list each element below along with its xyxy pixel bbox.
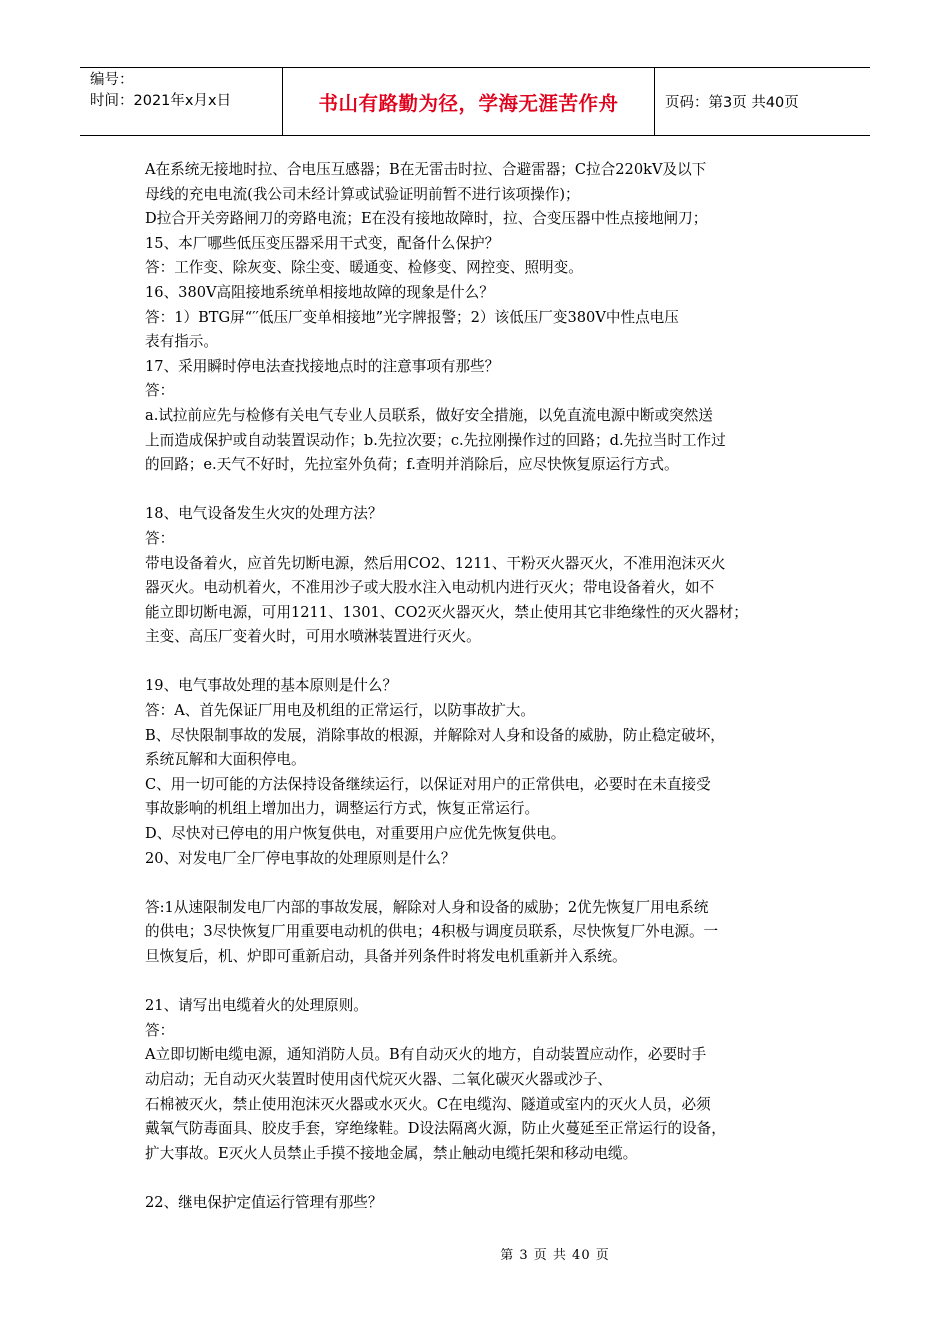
text-line: 表有指示。	[145, 333, 218, 351]
text-line: B、尽快限制事故的发展，消除事故的根源，并解除对人身和设备的威胁，防止稳定破坏，	[145, 726, 725, 744]
text-line: 17、采用瞬时停电法查找接地点时的注意事项有那些？	[145, 357, 500, 375]
page-footer	[0, 1244, 950, 1263]
blank-line	[145, 650, 817, 675]
code-label: 编号：	[90, 72, 134, 88]
document-body	[145, 158, 817, 1216]
text-line: A立即切断电缆电源，通知消防人员。B有自动灭火的地方，自动装置应动作，必要时手	[145, 1046, 707, 1064]
text-line: 答：1）BTG屏“′′低压厂变单相接地”光字牌报警；2）该低压厂变380V中性点电压	[145, 308, 679, 326]
footer-page-number: 第 3 页 共 40 页	[500, 1248, 610, 1263]
text-line: 石棉被灭火，禁止使用泡沫灭火器或水灭火。C在电缆沟、隧道或室内的灭火人员，必须	[145, 1095, 711, 1113]
text-line: 21、请写出电缆着火的处理原则。	[145, 997, 368, 1015]
text-line: C、用一切可能的方法保持设备继续运行，以保证对用户的正常供电，必要时在未直接受	[145, 775, 711, 793]
text-line: 答：	[145, 1021, 175, 1039]
text-line: a.试拉前应先与检修有关电气专业人员联系，做好安全措施，以免直流电源中断或突然送	[145, 406, 713, 424]
text-line: 动启动；无自动灭火装置时使用卤代烷灭火器、二氧化碳灭火器或沙子、	[145, 1070, 613, 1088]
header-info	[80, 68, 283, 135]
text-line: 19、电气事故处理的基本原则是什么？	[145, 677, 398, 695]
blank-line	[145, 1166, 817, 1191]
text-line: 事故影响的机组上增加出力，调整运行方式，恢复正常运行。	[145, 800, 540, 818]
text-line: A在系统无接地时拉、合电压互感器；B在无雷击时拉、合避雷器；C拉合220kV及以下	[145, 161, 707, 178]
text-line: 答：工作变、除灰变、除尘变、暖通变、检修变、网控变、照明变。	[145, 259, 583, 277]
blank-line	[145, 970, 817, 995]
text-line: 的回路；e.天气不好时，先拉室外负荷；f.查明并消除后，应尽快恢复原运行方式。	[145, 456, 679, 474]
text-line: 器灭火。电动机着火，不准用沙子或大股水注入电动机内进行灭火；带电设备着火，如不	[145, 579, 715, 597]
text-line: 系统瓦解和大面积停电。	[145, 751, 306, 769]
text-line: 答：	[145, 529, 175, 547]
text-line: 答:1从速限制发电厂内部的事故发展，解除对人身和设备的威胁；2优先恢复厂用电系统	[145, 898, 709, 916]
text-line: 戴氧气防毒面具、胶皮手套，穿绝缘鞋。D设法隔离火源，防止火蔓延至正常运行的设备，	[145, 1120, 726, 1138]
text-line: 16、380V高阻接地系统单相接地故障的现象是什么？	[145, 283, 494, 301]
text-line: 能立即切断电源，可用1211、1301、CO2灭火器灭火，禁止使用其它非绝缘性的灭火器材；	[145, 603, 748, 621]
time-label: 时间：2021年x月x日	[90, 93, 232, 109]
page-header	[80, 67, 870, 136]
text-line: 的供电；3尽快恢复厂用重要电动机的供电；4积极与调度员联系，尽快恢复厂外电源。一	[145, 923, 719, 941]
blank-line	[145, 478, 817, 503]
text-line: 旦恢复后，机、炉即可重新启动，具备并列条件时将发电机重新并入系统。	[145, 948, 627, 965]
text-line: 15、本厂哪些低压变压器采用干式变，配备什么保护？	[145, 234, 500, 252]
text-line: 22、继电保护定值运行管理有那些？	[145, 1193, 383, 1211]
text-line: 母线的充电电流(我公司未经计算或试验证明前暂不进行该项操作)；	[145, 185, 580, 203]
blank-line	[145, 871, 817, 896]
header-page-number: 页码：第3页 共40页	[665, 95, 799, 111]
text-line: 答：	[145, 382, 175, 400]
text-line: 答：A、首先保证厂用电及机组的正常运行，以防事故扩大。	[145, 702, 535, 720]
text-line: 20、对发电厂全厂停电事故的处理原则是什么？	[145, 849, 456, 867]
text-line: D、尽快对已停电的用户恢复供电，对重要用户应优先恢复供电。	[145, 825, 566, 843]
text-line: 带电设备着火，应首先切断电源，然后用CO2、1211、干粉灭火器灭火，不准用泡沫灭火	[145, 554, 726, 572]
text-line: D拉合开关旁路闸刀的旁路电流；E在没有接地故障时，拉、合变压器中性点接地闸刀；	[145, 210, 708, 228]
header-motto: 书山有路勤为径，学海无涯苦作舟	[283, 68, 655, 135]
text-line: 上而造成保护或自动装置误动作；b.先拉次要；c.先拉刚操作过的回路；d.先拉当时工作过	[145, 431, 726, 449]
text-line: 主变、高压厂变着火时，可用水喷淋装置进行灭火。	[145, 628, 481, 646]
text-line: 18、电气设备发生火灾的处理方法？	[145, 505, 383, 523]
text-line: 扩大事故。E灭火人员禁止手摸不接地金属，禁止触动电缆托架和移动电缆。	[145, 1144, 638, 1162]
